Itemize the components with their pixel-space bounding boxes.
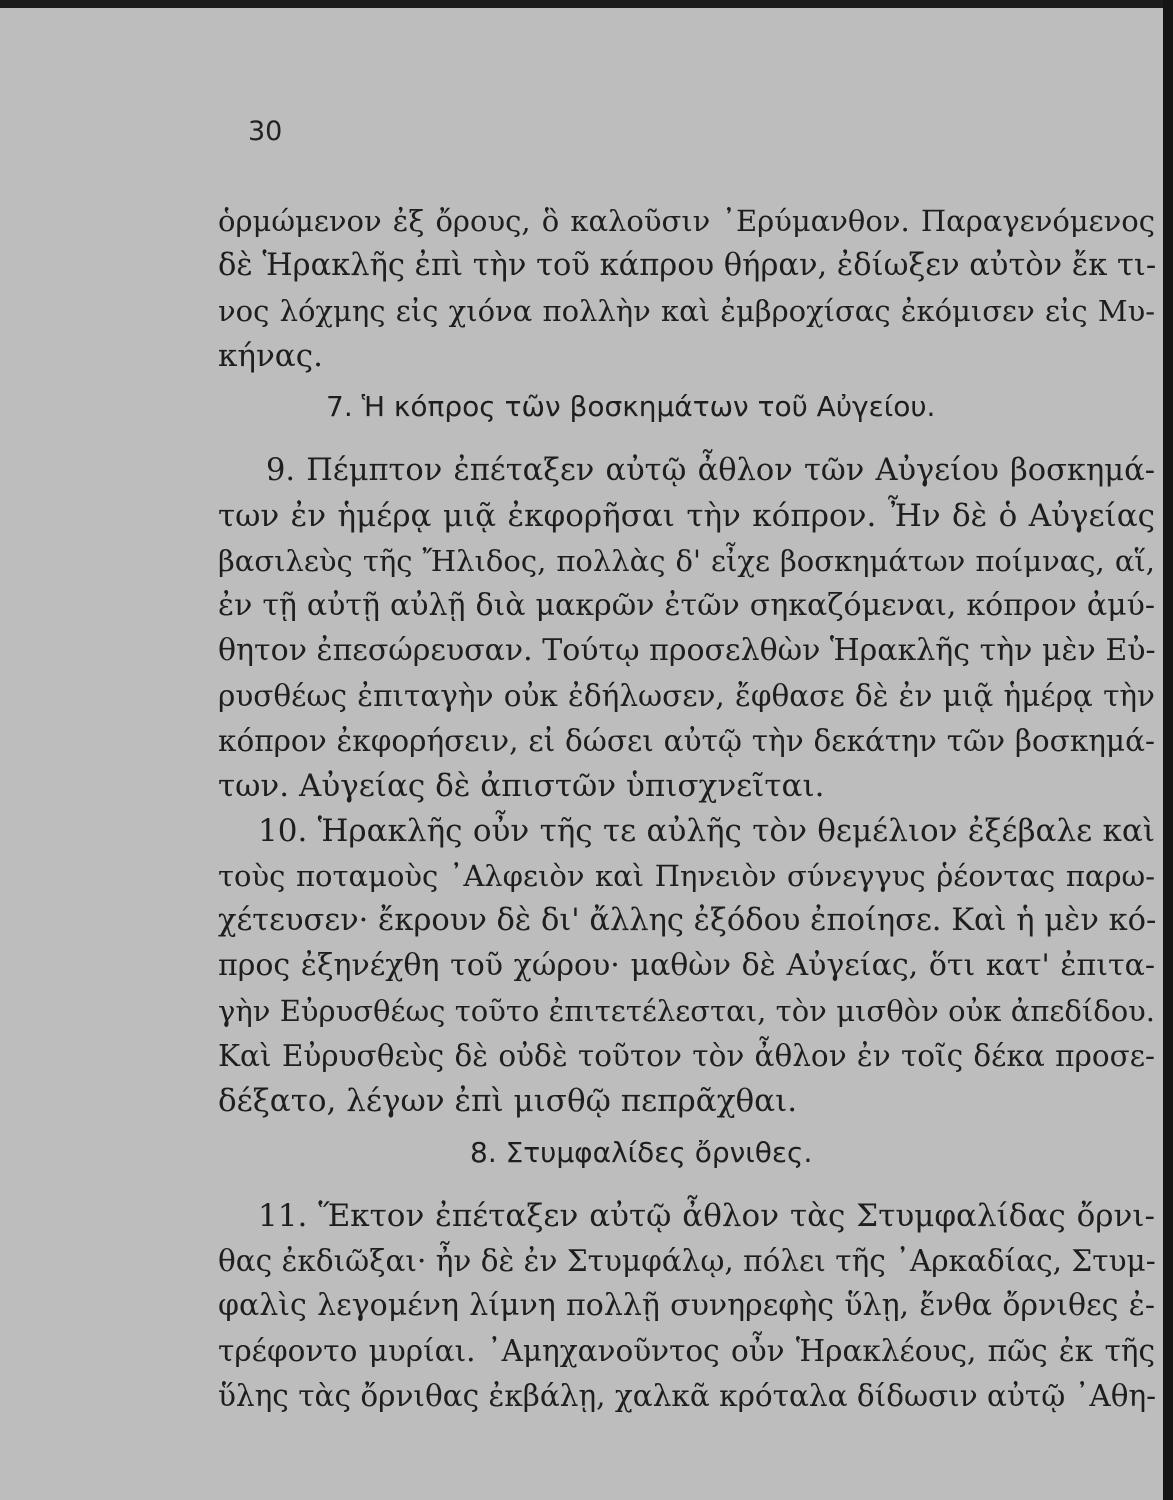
text-line: δὲ Ἡρακλῆς ἐπὶ τὴν τοῦ κάπρου θήραν, ἐδίωξεν αὐτὸν ἔκ τι- [218, 248, 1157, 283]
text-line: των. Αὐγείας δὲ ἀπιστῶν ὑπισχνεῖται. [218, 768, 825, 804]
text-line: των ἐν ἡμέρᾳ μιᾷ ἐκφορῆσαι τὴν κόπρον. Ἦν δὲ ὁ Αὐγείας [218, 498, 1155, 534]
text-line: ὕλης τὰς ὄρνιθας ἐκβάλῃ, χαλκᾶ κρόταλα δίδωσιν αὐτῷ ᾿Αθη- [218, 1379, 1157, 1413]
section-heading-7: 7. Ἡ κόπρος τῶν βοσκημάτων τοῦ Αὐγείου. [326, 390, 936, 423]
text-line: βασιλεὺς τῆς Ἤλιδος, πολλὰς δ' εἶχε βοσκημάτων ποίμνας, αἵ, [218, 544, 1155, 578]
text-line: κόπρον ἐκφορήσειν, εἰ δώσει αὐτῷ τὴν δεκάτην τῶν βοσκημά- [218, 724, 1155, 758]
section-heading-8: 8. Στυμφαλίδες ὄρνιθες. [470, 1136, 813, 1169]
text-line: ρυσθέως ἐπιταγὴν οὐκ ἐδήλωσεν, ἔφθασε δὲ ἐν μιᾷ ἡμέρᾳ τὴν [218, 679, 1155, 713]
text-line: κήνας. [218, 338, 323, 374]
text-line: ὁρμώμενον ἐξ ὄρους, ὃ καλοῦσιν ᾿Ερύμανθον. Παραγενόμενος [218, 204, 1155, 238]
text-line: Καὶ Εὐρυσθεὺς δὲ οὐδὲ τοῦτον τὸν ἆθλον ἐν τοῖς δέκα προσε- [218, 1039, 1155, 1073]
text-line: χέτευσεν· ἔκρουν δὲ δι' ἄλλης ἐξόδου ἐποίησε. Καὶ ἡ μὲν κό- [218, 903, 1157, 938]
paragraph-11-line: 11. Ἕκτον ἐπέταξεν αὐτῷ ἆθλον τὰς Στυμφαλίδας ὄρνι- [258, 1198, 1155, 1234]
text-line: ἐν τῇ αὐτῇ αὐλῇ διὰ μακρῶν ἐτῶν σηκαζόμεναι, κόπρον ἀμύ- [218, 588, 1155, 623]
text-line: δέξατο, λέγων ἐπὶ μισθῷ πεπρᾶχθαι. [218, 1083, 798, 1119]
book-page [0, 8, 1163, 1500]
text-line: φαλὶς λεγομένη λίμνη πολλῇ συνηρεφὴς ὕλῃ, ἔνθα ὄρνιθες ἐ- [218, 1288, 1155, 1323]
text-line: προς ἐξηνέχθη τοῦ χώρου· μαθὼν δὲ Αὐγείας, ὅτι κατ' ἐπιτα- [218, 948, 1155, 983]
paragraph-10-line: 10. Ἡρακλῆς οὖν τῆς τε αὐλῆς τὸν θεμέλιον ἐξέβαλε καὶ [258, 813, 1155, 849]
text-line: θητον ἐπεσώρευσαν. Τούτῳ προσελθὼν Ἡρακλῆς τὴν μὲν Εὐ- [218, 633, 1156, 668]
paragraph-9-line: 9. Πέμπτον ἐπέταξεν αὐτῷ ἆθλον τῶν Αὐγείου βοσκημά- [266, 453, 1155, 488]
text-line: τοὺς ποταμοὺς ᾿Αλφειὸν καὶ Πηνειὸν σύνεγγυς ῥέοντας παρω- [218, 859, 1155, 893]
text-line: θας ἐκδιῶξαι· ἦν δὲ ἐν Στυμφάλῳ, πόλει τῆς ᾿Αρκαδίας, Στυμ- [218, 1244, 1156, 1278]
text-line: γὴν Εὐρυσθέως τοῦτο ἐπιτετέλεσται, τὸν μισθὸν οὐκ ἀπεδίδου. [218, 994, 1155, 1028]
scan-edge [1163, 0, 1173, 1500]
text-line: τρέφοντο μυρίαι. ᾿Αμηχανοῦντος οὖν Ἡρακλέους, πῶς ἐκ τῆς [218, 1334, 1155, 1368]
page-number: 30 [248, 116, 283, 147]
text-line: νος λόχμης εἰς χιόνα πολλὴν καὶ ἐμβροχίσας ἐκόμισεν εἰς Μυ- [218, 294, 1155, 328]
